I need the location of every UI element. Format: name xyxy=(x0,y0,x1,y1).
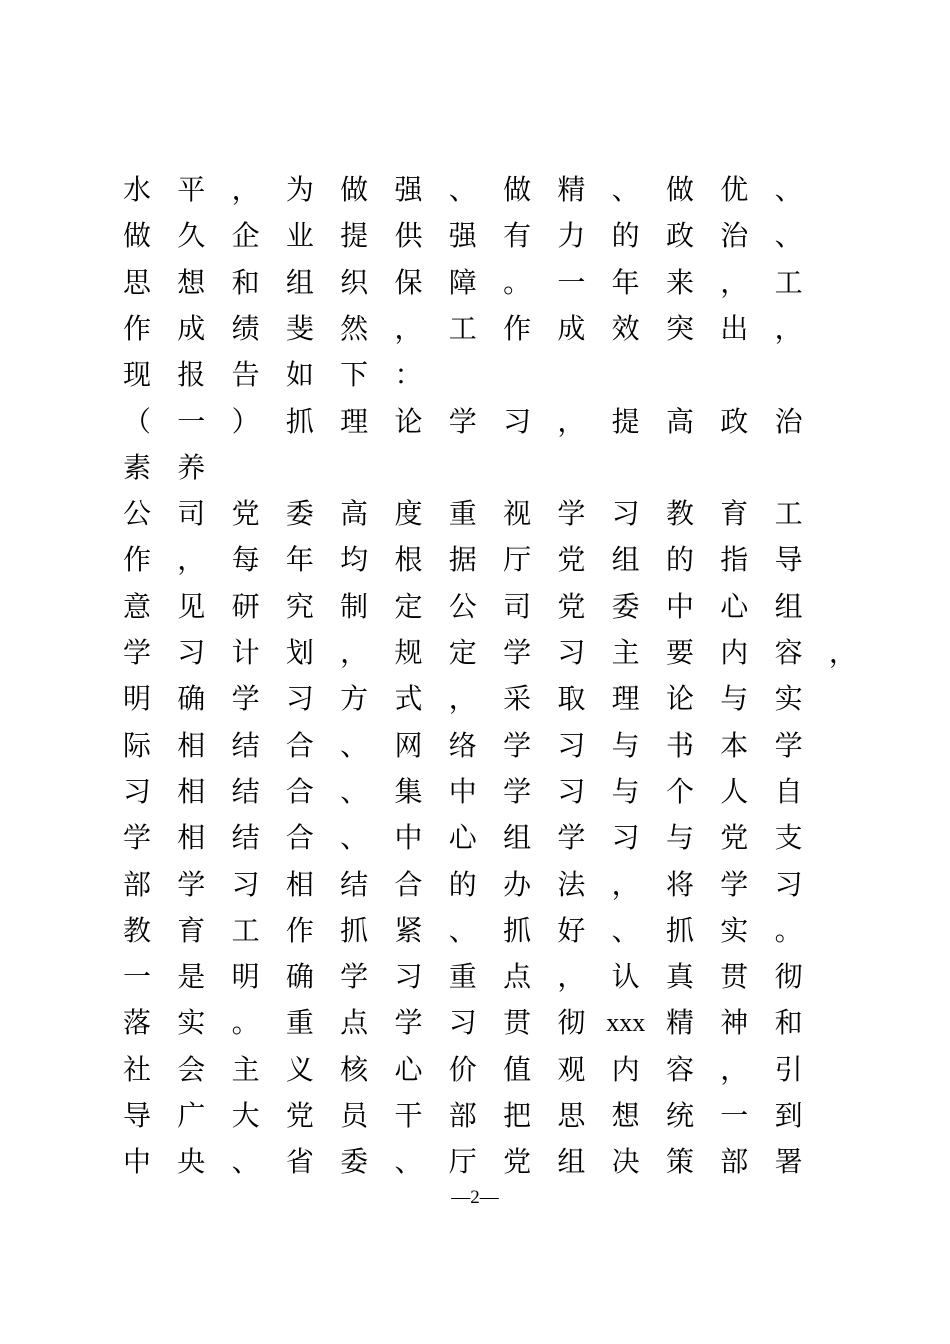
text-char: 学 xyxy=(394,1006,423,1040)
text-char: 做 xyxy=(122,219,151,253)
text-char: 彻 xyxy=(774,960,803,994)
text-char: 论 xyxy=(665,682,694,716)
text-char: 理 xyxy=(340,404,369,438)
text-char: 实 xyxy=(720,913,749,947)
text-char: 。 xyxy=(231,1006,260,1040)
text-char: 广 xyxy=(177,1099,206,1132)
text-char: 落 xyxy=(122,1006,151,1040)
text-char: 的 xyxy=(611,219,640,253)
text-line xyxy=(0,216,950,256)
text-char: 作 xyxy=(285,913,314,947)
text-char: 规 xyxy=(394,636,423,669)
text-char: 学 xyxy=(503,774,532,808)
text-char: 成 xyxy=(177,311,206,345)
text-char: 来 xyxy=(665,265,694,299)
text-char: 合 xyxy=(285,774,314,808)
text-char: 有 xyxy=(503,219,532,253)
text-char: 贯 xyxy=(720,960,749,994)
text-char: 现 xyxy=(122,358,151,392)
text-char: 大 xyxy=(231,1099,260,1132)
text-char: 、 xyxy=(340,774,369,808)
text-char: 策 xyxy=(665,1145,694,1179)
text-char: 一 xyxy=(557,265,586,299)
text-char: 斐 xyxy=(285,311,314,345)
text-char: 教 xyxy=(665,497,694,531)
text-char: 义 xyxy=(285,1052,314,1086)
text-char: 做 xyxy=(665,173,694,206)
text-char: 组 xyxy=(774,589,803,623)
text-line xyxy=(0,263,950,303)
text-char: 成 xyxy=(557,311,586,345)
text-char: 员 xyxy=(340,1099,369,1132)
text-char: 是 xyxy=(177,960,206,994)
text-char: 报 xyxy=(177,358,206,392)
text-char: 好 xyxy=(557,913,586,947)
text-char: 委 xyxy=(285,497,314,531)
text-char: 中 xyxy=(448,774,477,808)
text-char: 习 xyxy=(611,821,640,855)
text-char: 如 xyxy=(285,358,314,392)
text-char: 导 xyxy=(774,543,803,577)
text-char: 相 xyxy=(177,774,206,808)
text-char: 社 xyxy=(122,1052,151,1086)
text-char: 明 xyxy=(122,682,151,716)
text-char: 取 xyxy=(557,682,586,716)
text-char: 指 xyxy=(720,543,749,577)
text-char: 点 xyxy=(503,960,532,994)
text-char: 结 xyxy=(340,867,369,901)
text-line xyxy=(0,726,950,766)
text-char: 、 xyxy=(774,173,803,206)
text-line xyxy=(0,309,950,349)
text-line xyxy=(0,679,950,719)
text-char: 想 xyxy=(611,1099,640,1132)
text-char: 署 xyxy=(774,1145,803,1179)
text-char: ， xyxy=(557,960,586,994)
text-char: 提 xyxy=(611,404,640,438)
text-char: 网 xyxy=(394,728,423,762)
text-char: 神 xyxy=(720,1006,749,1040)
text-line xyxy=(0,865,950,905)
text-char: 党 xyxy=(557,589,586,623)
text-char: 度 xyxy=(394,497,423,531)
text-char: 根 xyxy=(394,543,423,577)
text-char: 、 xyxy=(340,728,369,762)
text-char: 内 xyxy=(611,1052,640,1086)
text-char: 部 xyxy=(448,1099,477,1132)
text-char: 把 xyxy=(503,1099,532,1132)
text-char: 精 xyxy=(665,1006,694,1040)
text-char: 组 xyxy=(557,1145,586,1179)
text-char: 办 xyxy=(503,867,532,901)
text-char: 然 xyxy=(340,311,369,345)
text-line xyxy=(0,772,950,812)
text-char: 作 xyxy=(503,311,532,345)
text-char: 会 xyxy=(177,1052,206,1086)
text-char: 见 xyxy=(177,589,206,623)
text-char: 习 xyxy=(231,867,260,901)
text-char: 相 xyxy=(285,867,314,901)
text-char: xxx xyxy=(606,1008,646,1038)
text-char: 相 xyxy=(177,821,206,855)
text-line xyxy=(0,957,950,997)
text-char: 与 xyxy=(665,821,694,855)
text-char: 抓 xyxy=(340,913,369,947)
text-char: 织 xyxy=(340,265,369,299)
text-char: ， xyxy=(177,543,206,577)
text-char: 久 xyxy=(177,219,206,253)
text-char: 习 xyxy=(448,1006,477,1040)
text-char: 委 xyxy=(340,1145,369,1179)
text-char: 党 xyxy=(557,543,586,577)
text-char: 习 xyxy=(557,728,586,762)
text-char: 精 xyxy=(557,173,586,206)
text-char: 干 xyxy=(394,1099,423,1132)
text-char: 习 xyxy=(774,867,803,901)
text-char: 一 xyxy=(177,404,206,438)
text-char: 采 xyxy=(503,682,532,716)
text-char: 方 xyxy=(340,682,369,716)
text-char: 合 xyxy=(394,867,423,901)
text-char: 司 xyxy=(503,589,532,623)
text-char: 紧 xyxy=(394,913,423,947)
text-char: 力 xyxy=(557,219,586,253)
text-char: 部 xyxy=(720,1145,749,1179)
text-line xyxy=(0,1142,950,1182)
text-char: 点 xyxy=(340,1006,369,1040)
text-char: 高 xyxy=(665,404,694,438)
text-char: 公 xyxy=(448,589,477,623)
text-char: 工 xyxy=(774,497,803,531)
text-char: 统 xyxy=(665,1099,694,1132)
text-char: 习 xyxy=(557,636,586,669)
text-char: 的 xyxy=(665,543,694,577)
text-char: 提 xyxy=(340,219,369,253)
text-char: 高 xyxy=(340,497,369,531)
text-line xyxy=(0,1050,950,1090)
text-char: 结 xyxy=(231,728,260,762)
text-char: 水 xyxy=(122,173,151,206)
text-char: 重 xyxy=(448,497,477,531)
text-char: 育 xyxy=(177,913,206,947)
text-line xyxy=(0,540,950,580)
text-char: 养 xyxy=(177,450,206,484)
text-char: 抓 xyxy=(503,913,532,947)
text-char: 定 xyxy=(448,636,477,669)
text-char: 习 xyxy=(557,774,586,808)
text-char: 引 xyxy=(774,1052,803,1086)
text-char: 想 xyxy=(177,265,206,299)
text-char: 个 xyxy=(665,774,694,808)
text-line xyxy=(0,402,950,442)
text-char: ， xyxy=(340,636,369,669)
text-char: 工 xyxy=(231,913,260,947)
text-char: 、 xyxy=(231,1145,260,1179)
text-char: 学 xyxy=(340,960,369,994)
text-char: 思 xyxy=(557,1099,586,1132)
text-char: 。 xyxy=(503,265,532,299)
text-char: 重 xyxy=(285,1006,314,1040)
text-char: 价 xyxy=(448,1052,477,1086)
text-char: 的 xyxy=(448,867,477,901)
text-char: 。 xyxy=(774,913,803,947)
text-char: 绩 xyxy=(231,311,260,345)
text-char: 人 xyxy=(720,774,749,808)
text-char: 习 xyxy=(503,404,532,438)
text-char: 观 xyxy=(557,1052,586,1086)
text-char: 优 xyxy=(720,173,749,206)
text-char: 确 xyxy=(177,682,206,716)
text-char: 做 xyxy=(503,173,532,206)
text-char: 习 xyxy=(177,636,206,669)
text-char: 工 xyxy=(774,265,803,299)
text-line xyxy=(0,818,950,858)
text-char: 制 xyxy=(340,589,369,623)
text-char: 平 xyxy=(177,173,206,206)
text-char: ， xyxy=(448,682,477,716)
text-char: 习 xyxy=(122,774,151,808)
text-char: 自 xyxy=(774,774,803,808)
text-char: 业 xyxy=(285,219,314,253)
text-char: 下 xyxy=(340,358,369,392)
text-char: 习 xyxy=(285,682,314,716)
text-char: 核 xyxy=(340,1052,369,1086)
text-char: 和 xyxy=(774,1006,803,1040)
text-char: 、 xyxy=(774,219,803,253)
text-char: 组 xyxy=(503,821,532,855)
text-char: 容 xyxy=(665,1052,694,1086)
text-char: 作 xyxy=(122,311,151,345)
text-char: 公 xyxy=(122,497,151,531)
text-char: （ xyxy=(122,404,151,438)
text-char: 与 xyxy=(720,682,749,716)
text-char: 中 xyxy=(394,821,423,855)
text-char: 贯 xyxy=(503,1006,532,1040)
text-char: ， xyxy=(557,404,586,438)
text-char: 学 xyxy=(122,821,151,855)
text-char: 企 xyxy=(231,219,260,253)
text-char: 合 xyxy=(285,728,314,762)
text-char: 心 xyxy=(720,589,749,623)
text-line xyxy=(0,355,950,395)
text-char: ， xyxy=(774,311,803,345)
text-char: 容 xyxy=(774,636,803,669)
text-char: 据 xyxy=(448,543,477,577)
text-char: 书 xyxy=(665,728,694,762)
text-char: 支 xyxy=(774,821,803,855)
text-char: 素 xyxy=(122,450,151,484)
text-char: 合 xyxy=(285,821,314,855)
text-char: ， xyxy=(720,1052,749,1086)
text-char: 实 xyxy=(177,1006,206,1040)
text-char: 要 xyxy=(665,636,694,669)
text-char: 治 xyxy=(774,404,803,438)
text-char: 做 xyxy=(340,173,369,206)
text-line xyxy=(0,494,950,534)
text-char: 习 xyxy=(611,497,640,531)
text-char: 一 xyxy=(122,960,151,994)
text-char: 障 xyxy=(448,265,477,299)
text-char: 本 xyxy=(720,728,749,762)
text-char: 定 xyxy=(394,589,423,623)
text-char: 计 xyxy=(231,636,260,669)
text-char: 突 xyxy=(665,311,694,345)
text-char: 究 xyxy=(285,589,314,623)
page-number: —2— xyxy=(451,1187,499,1208)
text-char: 划 xyxy=(285,636,314,669)
text-line xyxy=(0,448,950,488)
text-line xyxy=(0,170,950,210)
text-char: 式 xyxy=(394,682,423,716)
text-char: 教 xyxy=(122,913,151,947)
text-char: 省 xyxy=(285,1145,314,1179)
text-line xyxy=(0,1096,950,1136)
text-char: 抓 xyxy=(665,913,694,947)
text-char: 学 xyxy=(122,636,151,669)
text-char: 、 xyxy=(394,1145,423,1179)
text-char: 和 xyxy=(231,265,260,299)
text-char: 年 xyxy=(611,265,640,299)
text-char: 抓 xyxy=(285,404,314,438)
text-char: 厅 xyxy=(503,543,532,577)
text-char: 思 xyxy=(122,265,151,299)
text-char: 意 xyxy=(122,589,151,623)
text-char: 党 xyxy=(231,497,260,531)
text-char: 研 xyxy=(231,589,260,623)
text-char: 、 xyxy=(448,173,477,206)
text-char: 组 xyxy=(611,543,640,577)
text-char: 政 xyxy=(665,219,694,253)
text-char: 决 xyxy=(611,1145,640,1179)
text-char: 心 xyxy=(448,821,477,855)
text-char: 中 xyxy=(665,589,694,623)
text-char: 主 xyxy=(611,636,640,669)
text-char: ， xyxy=(611,867,640,901)
text-char: 结 xyxy=(231,774,260,808)
text-char: 理 xyxy=(611,682,640,716)
text-char: 中 xyxy=(122,1145,151,1179)
text-char: 明 xyxy=(231,960,260,994)
text-char: 一 xyxy=(720,1099,749,1132)
text-char: 年 xyxy=(285,543,314,577)
text-char: 党 xyxy=(720,821,749,855)
text-char: 集 xyxy=(394,774,423,808)
text-char: 、 xyxy=(448,913,477,947)
text-char: 学 xyxy=(557,497,586,531)
text-char: 与 xyxy=(611,774,640,808)
text-char: 学 xyxy=(448,404,477,438)
text-line xyxy=(0,911,950,951)
text-char: 重 xyxy=(448,960,477,994)
text-char: 视 xyxy=(503,497,532,531)
text-char: 将 xyxy=(665,867,694,901)
text-char: 彻 xyxy=(557,1006,586,1040)
text-char: 学 xyxy=(774,728,803,762)
text-char: 供 xyxy=(394,219,423,253)
text-char: 学 xyxy=(503,636,532,669)
text-char: 强 xyxy=(394,173,423,206)
text-char: 真 xyxy=(665,960,694,994)
text-char: 作 xyxy=(122,543,151,577)
text-char: 导 xyxy=(122,1099,151,1132)
text-char: 部 xyxy=(122,867,151,901)
text-char: 论 xyxy=(394,404,423,438)
text-char: ， xyxy=(231,173,260,206)
text-char: 强 xyxy=(448,219,477,253)
text-char: 均 xyxy=(340,543,369,577)
text-char: 、 xyxy=(611,913,640,947)
text-char: 相 xyxy=(177,728,206,762)
text-char: 、 xyxy=(611,173,640,206)
text-char: 主 xyxy=(231,1052,260,1086)
text-char: 法 xyxy=(557,867,586,901)
text-char: 央 xyxy=(177,1145,206,1179)
text-char: 、 xyxy=(340,821,369,855)
text-char: 确 xyxy=(285,960,314,994)
text-char: 政 xyxy=(720,404,749,438)
text-char: 习 xyxy=(394,960,423,994)
text-char: 育 xyxy=(720,497,749,531)
text-char: ， xyxy=(720,265,749,299)
text-char: 学 xyxy=(177,867,206,901)
text-char: 到 xyxy=(774,1099,803,1132)
text-char: 每 xyxy=(231,543,260,577)
text-char: 学 xyxy=(503,728,532,762)
text-char: 际 xyxy=(122,728,151,762)
text-char: 结 xyxy=(231,821,260,855)
text-char: ） xyxy=(231,404,260,438)
text-char: 党 xyxy=(285,1099,314,1132)
text-char: 为 xyxy=(285,173,314,206)
text-char: 认 xyxy=(611,960,640,994)
text-char: 心 xyxy=(394,1052,423,1086)
text-char: 络 xyxy=(448,728,477,762)
text-char: 效 xyxy=(611,311,640,345)
text-char: 出 xyxy=(720,311,749,345)
text-char: 与 xyxy=(611,728,640,762)
text-char: 保 xyxy=(394,265,423,299)
text-char: 告 xyxy=(231,358,260,392)
text-char: 委 xyxy=(611,589,640,623)
text-char: 学 xyxy=(720,867,749,901)
text-line xyxy=(0,633,950,673)
text-char: 厅 xyxy=(448,1145,477,1179)
text-char: 内 xyxy=(720,636,749,669)
text-char: ， xyxy=(828,636,857,669)
text-char: ， xyxy=(394,311,423,345)
text-char: 治 xyxy=(720,219,749,253)
text-char: 学 xyxy=(231,682,260,716)
text-line xyxy=(0,1003,950,1043)
text-char: 组 xyxy=(285,265,314,299)
text-char: 学 xyxy=(557,821,586,855)
text-char: 司 xyxy=(177,497,206,531)
text-line xyxy=(0,587,950,627)
text-char: 值 xyxy=(503,1052,532,1086)
text-char: 工 xyxy=(448,311,477,345)
text-char: 实 xyxy=(774,682,803,716)
text-char: ： xyxy=(394,358,423,392)
text-char: 党 xyxy=(503,1145,532,1179)
